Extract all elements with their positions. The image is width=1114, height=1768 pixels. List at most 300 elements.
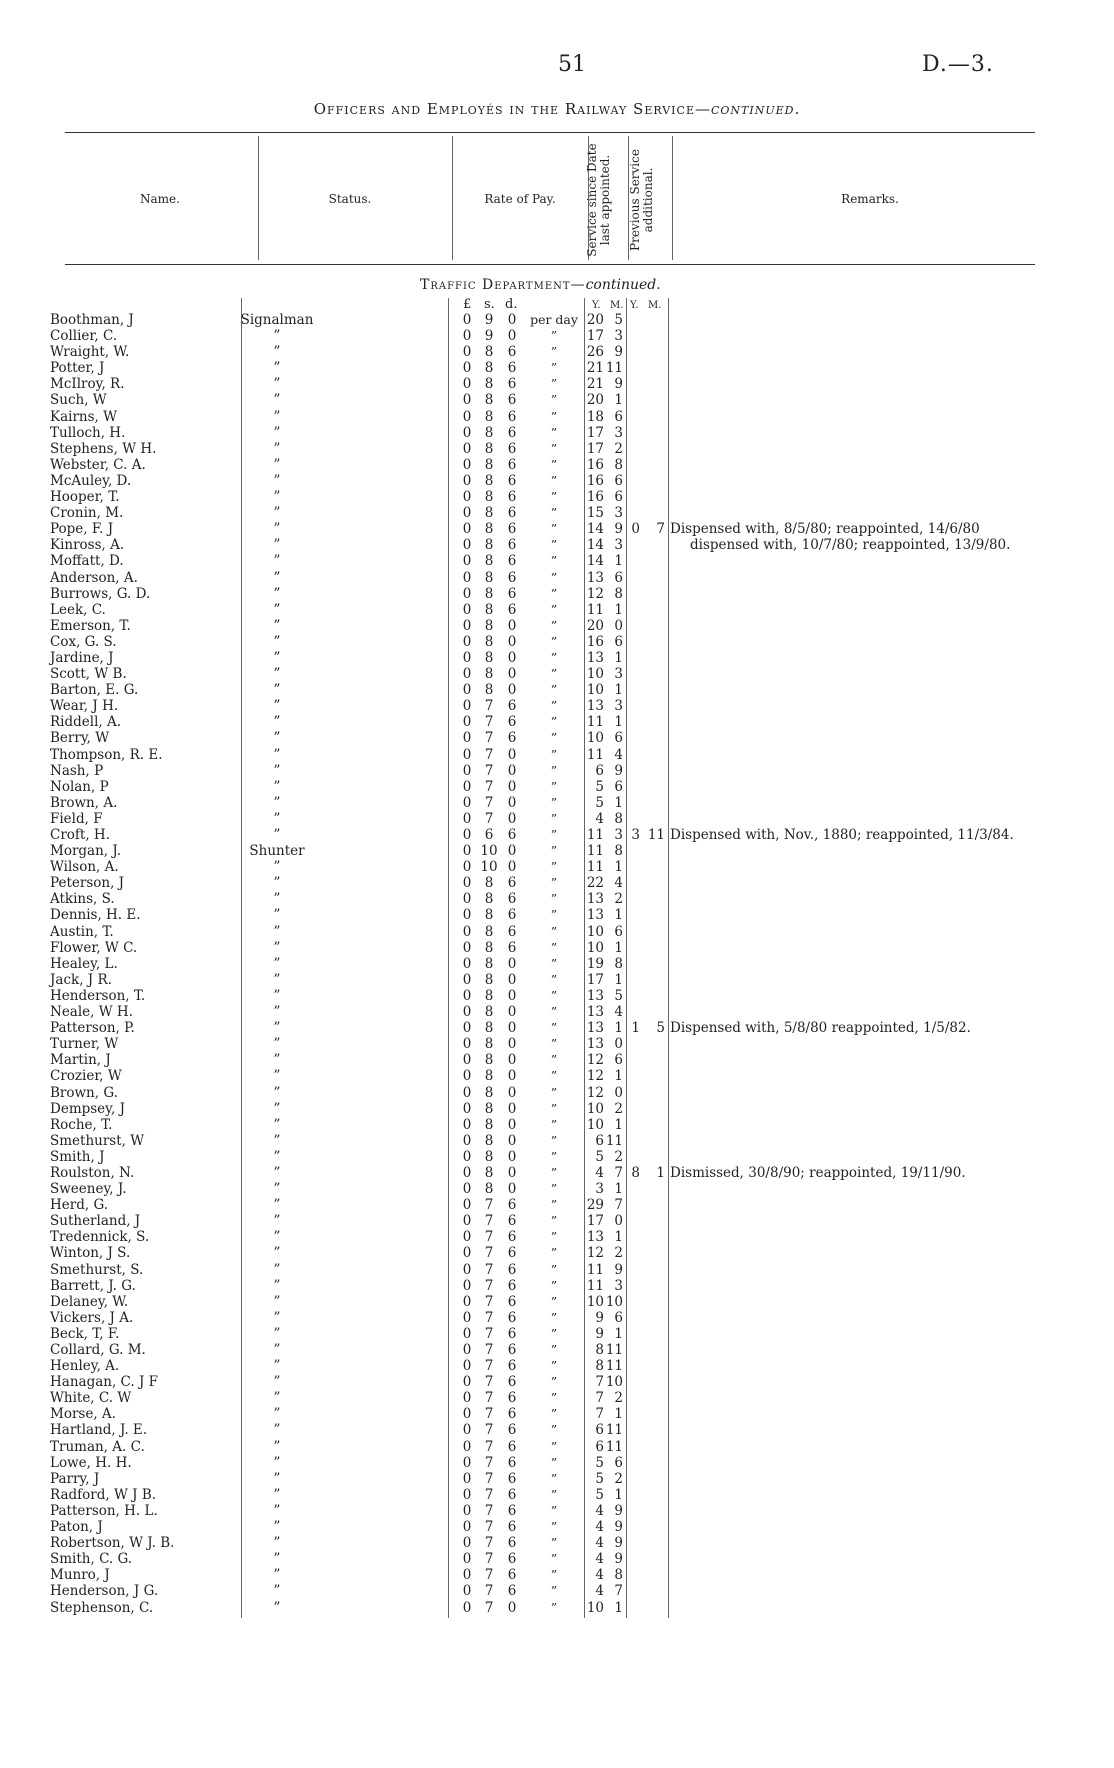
service-months: 2 [614,891,623,908]
service-months: 0 [614,617,623,634]
pay-pence: 6 [507,1438,517,1455]
pay-pounds: 0 [462,730,472,747]
service-years: 5 [595,794,604,811]
table-row [0,1583,1114,1599]
service-months: 1 [614,601,623,618]
column-divider [452,136,453,260]
employee-status: ” [273,1486,281,1503]
pay-period: ” [550,1470,558,1486]
employee-name: Sweeney, J. [50,1181,127,1198]
pay-pounds: 0 [462,778,472,795]
service-years: 5 [595,1470,604,1487]
employee-name: Morse, A. [50,1406,116,1423]
table-row [0,1181,1114,1197]
pay-pence: 0 [507,971,517,988]
pay-shillings: 8 [484,537,494,554]
service-years: 11 [586,714,604,731]
column-header-status: Status. [328,192,372,206]
employee-name: Hanagan, C. J F [50,1374,159,1391]
employee-name: Flower, W C. [50,939,138,956]
pay-shillings: 7 [484,1390,494,1407]
service-months: 9 [614,1261,623,1278]
employee-name: Wilson, A. [50,859,119,876]
employee-name: Neale, W H. [50,1004,133,1021]
pay-period: ” [550,714,558,730]
pay-pounds: 0 [462,392,472,409]
employee-status: ” [273,971,281,988]
pay-shillings: 8 [484,875,494,892]
pay-pence: 0 [507,955,517,972]
service-years: 5 [595,1486,604,1503]
pay-shillings: 7 [484,794,494,811]
service-months: 1 [614,794,623,811]
table-row [0,891,1114,907]
table-row [0,312,1114,328]
service-months: 2 [614,1100,623,1117]
pay-pence: 0 [507,328,517,345]
table-row [0,521,1114,537]
employee-status: ” [273,698,281,715]
employee-status: ” [273,1309,281,1326]
table-row [0,1455,1114,1471]
pay-period: ” [550,987,558,1003]
service-years: 4 [595,1567,604,1584]
pay-shillings: 8 [484,360,494,377]
employee-name: Stephens, W H. [50,440,157,457]
pay-pence: 6 [507,1502,517,1519]
employee-status: ” [273,1519,281,1536]
pay-pence: 0 [507,1052,517,1069]
pay-pounds: 0 [462,1213,472,1230]
pay-pounds: 0 [462,1148,472,1165]
column-header-previous: Previous Service additional. [628,149,655,251]
pay-pounds: 0 [462,698,472,715]
pay-period: ” [550,843,558,859]
service-years: 10 [586,1293,604,1310]
service-years: 10 [586,1116,604,1133]
pay-pounds: 0 [462,376,472,393]
unit-years: Y. [592,300,601,311]
pay-period: ” [550,730,558,746]
pay-pounds: 0 [462,827,472,843]
pay-pence: 6 [507,408,517,425]
pay-pence: 6 [507,1213,517,1230]
pay-shillings: 7 [484,1519,494,1536]
pay-shillings: 8 [484,1164,494,1181]
pay-pounds: 0 [462,408,472,425]
service-months: 6 [614,408,623,425]
service-years: 11 [586,827,604,843]
service-years: 11 [586,601,604,618]
service-years: 4 [595,1583,604,1600]
service-months: 1 [614,714,623,731]
service-months: 3 [614,424,623,441]
service-years: 11 [586,746,604,763]
table-row [0,988,1114,1004]
service-months: 8 [614,810,623,827]
pay-pence: 6 [507,521,517,538]
pay-shillings: 8 [484,923,494,940]
employee-name: Wraight, W. [50,344,130,361]
pay-shillings: 7 [484,1551,494,1568]
unit-pounds: £ [463,297,472,312]
pay-pence: 0 [507,1020,517,1037]
employee-status: ” [273,553,281,570]
pay-pence: 0 [507,778,517,795]
employee-name: Stephenson, C. [50,1599,154,1616]
pay-pounds: 0 [462,1277,472,1294]
service-years: 8 [595,1342,604,1358]
unit-years-previous: Y. [630,300,639,311]
employee-name: Sutherland, J [50,1213,141,1230]
pay-shillings: 7 [484,1325,494,1342]
employee-name: McAuley, D. [50,472,132,489]
pay-period: ” [550,907,558,923]
service-months: 2 [614,1390,623,1407]
service-months: 1 [614,907,623,924]
pay-shillings: 8 [484,891,494,908]
service-months: 4 [614,1004,623,1021]
employee-name: McIlroy, R. [50,376,125,393]
employee-name: Winton, J S. [50,1245,131,1262]
employee-status: ” [273,489,281,506]
pay-period: ” [550,456,558,472]
pay-shillings: 8 [484,1100,494,1117]
service-years: 16 [586,472,604,489]
employee-name: Healey, L. [50,955,118,972]
pay-pence: 6 [507,424,517,441]
pay-shillings: 7 [484,1245,494,1262]
pay-period: ” [550,1583,558,1599]
employee-name: Roche, T. [50,1116,113,1133]
table-row [0,859,1114,875]
pay-period: ” [550,1293,558,1309]
pay-pounds: 0 [462,1583,472,1600]
employee-status: ” [273,1358,281,1375]
service-years: 9 [595,1325,604,1342]
pay-shillings: 7 [484,1486,494,1503]
service-months: 3 [614,698,623,715]
service-months: 1 [614,1486,623,1503]
employee-status: ” [273,376,281,393]
table-row [0,1422,1114,1438]
service-months: 0 [614,1036,623,1053]
employee-status: ” [273,1068,281,1085]
pay-shillings: 8 [484,601,494,618]
service-months: 0 [614,1084,623,1101]
pay-shillings: 8 [484,521,494,538]
section-title-italic: continued. [585,277,661,293]
employee-status: ” [273,762,281,779]
employee-name: Tredennick, S. [50,1229,150,1246]
employee-status: ” [273,521,281,538]
employee-name: Beck, T, F. [50,1325,120,1342]
service-months: 11 [605,1342,623,1358]
pay-period: ” [550,553,558,569]
employee-status: ” [273,601,281,618]
pay-pounds: 0 [462,939,472,956]
table-row [0,1535,1114,1551]
pay-period: ” [550,971,558,987]
pay-shillings: 7 [484,1229,494,1246]
service-years: 17 [586,440,604,457]
employee-name: Anderson, A. [50,569,138,586]
employee-name: Pope, F. J [50,521,114,538]
pay-shillings: 7 [484,1406,494,1423]
employee-name: Barton, E. G. [50,682,139,699]
service-years: 12 [586,585,604,602]
pay-pounds: 0 [462,1599,472,1616]
pay-shillings: 7 [484,1213,494,1230]
employee-name: Cox, G. S. [50,633,117,650]
pay-period: ” [550,1535,558,1551]
service-months: 3 [614,328,623,345]
pay-shillings: 8 [484,1036,494,1053]
pay-shillings: 8 [484,456,494,473]
pay-period: ” [550,794,558,810]
service-years: 7 [595,1406,604,1423]
pay-pounds: 0 [462,585,472,602]
service-years: 4 [595,1164,604,1181]
pay-pence: 6 [507,1293,517,1310]
table-row [0,1358,1114,1374]
service-years: 7 [595,1390,604,1407]
pay-pence: 0 [507,312,517,328]
employee-name: Hooper, T. [50,489,120,506]
employee-name: Kairns, W [50,408,117,425]
table-row [0,747,1114,763]
employee-status: ” [273,778,281,795]
pay-period: ” [550,1519,558,1535]
pay-shillings: 7 [484,1535,494,1552]
service-months: 8 [614,456,623,473]
pay-period: ” [550,1068,558,1084]
employee-status: ” [273,537,281,554]
pay-pounds: 0 [462,1020,472,1037]
pay-pence: 0 [507,859,517,876]
document-code: D.—3. [922,52,994,77]
employee-status: ” [273,344,281,361]
service-months: 6 [614,778,623,795]
service-years: 10 [586,730,604,747]
table-row [0,618,1114,634]
pay-pence: 6 [507,730,517,747]
column-header-name: Name. [140,192,180,206]
pay-shillings: 7 [484,730,494,747]
pay-pence: 6 [507,907,517,924]
pay-pence: 0 [507,1116,517,1133]
table-row [0,1262,1114,1278]
service-months: 11 [605,1358,623,1375]
service-months: 9 [614,376,623,393]
pay-period: ” [550,1116,558,1132]
pay-pounds: 0 [462,1004,472,1021]
service-years: 6 [595,1438,604,1455]
pay-pounds: 0 [462,1486,472,1503]
table-row [0,843,1114,859]
page-number: 51 [558,52,586,77]
table-row [0,360,1114,376]
pay-shillings: 8 [484,633,494,650]
employee-name: Delaney, W. [50,1293,129,1310]
service-years: 29 [586,1197,604,1214]
pay-pounds: 0 [462,923,472,940]
column-divider [672,136,673,260]
pay-pence: 6 [507,360,517,377]
remark: Dispensed with, Nov., 1880; reappointed, 11/3/84. [670,827,1014,843]
service-years: 14 [586,537,604,554]
service-months: 1 [614,649,623,666]
pay-pence: 0 [507,1068,517,1085]
service-years: 13 [586,1229,604,1246]
service-years: 16 [586,456,604,473]
employee-name: Peterson, J [50,875,125,892]
employee-name: Truman, A. C. [50,1438,145,1455]
table-row [0,1068,1114,1084]
pay-pounds: 0 [462,633,472,650]
employee-name: Burrows, G. D. [50,585,151,602]
pay-pence: 6 [507,1277,517,1294]
service-months: 8 [614,1567,623,1584]
pay-shillings: 8 [484,585,494,602]
employee-status: ” [273,730,281,747]
service-years: 13 [586,1036,604,1053]
pay-shillings: 8 [484,617,494,634]
employee-name: Martin, J [50,1052,111,1069]
pay-pence: 6 [507,472,517,489]
pay-period: ” [550,1277,558,1293]
table-row [0,1165,1114,1181]
pay-period: ” [550,1502,558,1518]
pay-period: ” [550,939,558,955]
page-title-text: Officers and Employés in the Railway Service— [313,100,711,118]
pay-pence: 6 [507,1325,517,1342]
pay-period: ” [550,408,558,424]
employee-name: Jack, J R. [50,971,112,988]
pay-shillings: 7 [484,714,494,731]
pay-period: ” [550,762,558,778]
service-years: 13 [586,698,604,715]
service-months: 4 [614,875,623,892]
pay-period: ” [550,666,558,682]
pay-shillings: 8 [484,1052,494,1069]
pay-pence: 6 [507,1567,517,1584]
table-row [0,924,1114,940]
employee-status: ” [273,666,281,683]
pay-pence: 6 [507,1519,517,1536]
service-years: 13 [586,649,604,666]
pay-shillings: 8 [484,666,494,683]
table-row [0,1101,1114,1117]
employee-status: ” [273,1374,281,1391]
pay-shillings: 9 [484,312,494,328]
service-years: 6 [595,762,604,779]
pay-period: ” [550,1406,558,1422]
column-header-rate: Rate of Pay. [484,192,556,206]
pay-pounds: 0 [462,1181,472,1198]
pay-pounds: 0 [462,1229,472,1246]
employee-status: ” [273,1438,281,1455]
pay-period: ” [550,1599,558,1615]
employee-status: ” [273,1100,281,1117]
employee-status: ” [273,859,281,876]
pay-pounds: 0 [462,649,472,666]
employee-status: Signalman [240,312,314,328]
pay-pence: 0 [507,794,517,811]
column-header-remarks: Remarks. [841,192,899,206]
table-row [0,1085,1114,1101]
section-title [420,277,661,293]
employee-name: Croft, H. [50,827,110,843]
table-row [0,634,1114,650]
employee-name: Moffatt, D. [50,553,124,570]
pay-pence: 6 [507,1422,517,1439]
pay-pounds: 0 [462,1100,472,1117]
service-years: 16 [586,633,604,650]
employee-name: Potter, J [50,360,105,377]
table-row [0,972,1114,988]
pay-pounds: 0 [462,714,472,731]
employee-status: ” [273,472,281,489]
service-years: 17 [586,971,604,988]
pay-shillings: 7 [484,1583,494,1600]
employee-name: Parry, J [50,1470,100,1487]
service-years: 10 [586,923,604,940]
pay-pounds: 0 [462,1245,472,1262]
pay-pence: 0 [507,762,517,779]
pay-pence: 6 [507,489,517,506]
pay-shillings: 8 [484,440,494,457]
pay-pounds: 0 [462,1164,472,1181]
employee-status: ” [273,1164,281,1181]
pay-pence: 6 [507,1374,517,1391]
service-months: 1 [614,859,623,876]
pay-pence: 6 [507,601,517,618]
service-years: 10 [586,1100,604,1117]
service-months: 6 [614,472,623,489]
pay-period: ” [550,328,558,344]
pay-pounds: 0 [462,907,472,924]
table-row [0,714,1114,730]
employee-status: ” [273,1261,281,1278]
page-title [0,100,1114,118]
previous-years: 3 [631,827,640,843]
pay-pounds: 0 [462,1068,472,1085]
employee-status: ” [273,1470,281,1487]
pay-shillings: 8 [484,505,494,522]
pay-period: ” [550,1132,558,1148]
service-months: 1 [614,1116,623,1133]
service-years: 11 [586,859,604,876]
table-row [0,1374,1114,1390]
table-row [0,328,1114,344]
employee-name: Leek, C. [50,601,106,618]
service-years: 4 [595,1535,604,1552]
service-months: 6 [614,489,623,506]
pay-pence: 0 [507,666,517,683]
pay-pounds: 0 [462,344,472,361]
pay-period: ” [550,1567,558,1583]
pay-shillings: 7 [484,1309,494,1326]
pay-pence: 6 [507,1229,517,1246]
employee-name: Riddell, A. [50,714,122,731]
previous-years: 1 [631,1020,640,1037]
employee-table [0,312,1114,1616]
pay-pence: 6 [507,1454,517,1471]
employee-name: Munro, J [50,1567,110,1584]
pay-pounds: 0 [462,1293,472,1310]
pay-shillings: 8 [484,907,494,924]
